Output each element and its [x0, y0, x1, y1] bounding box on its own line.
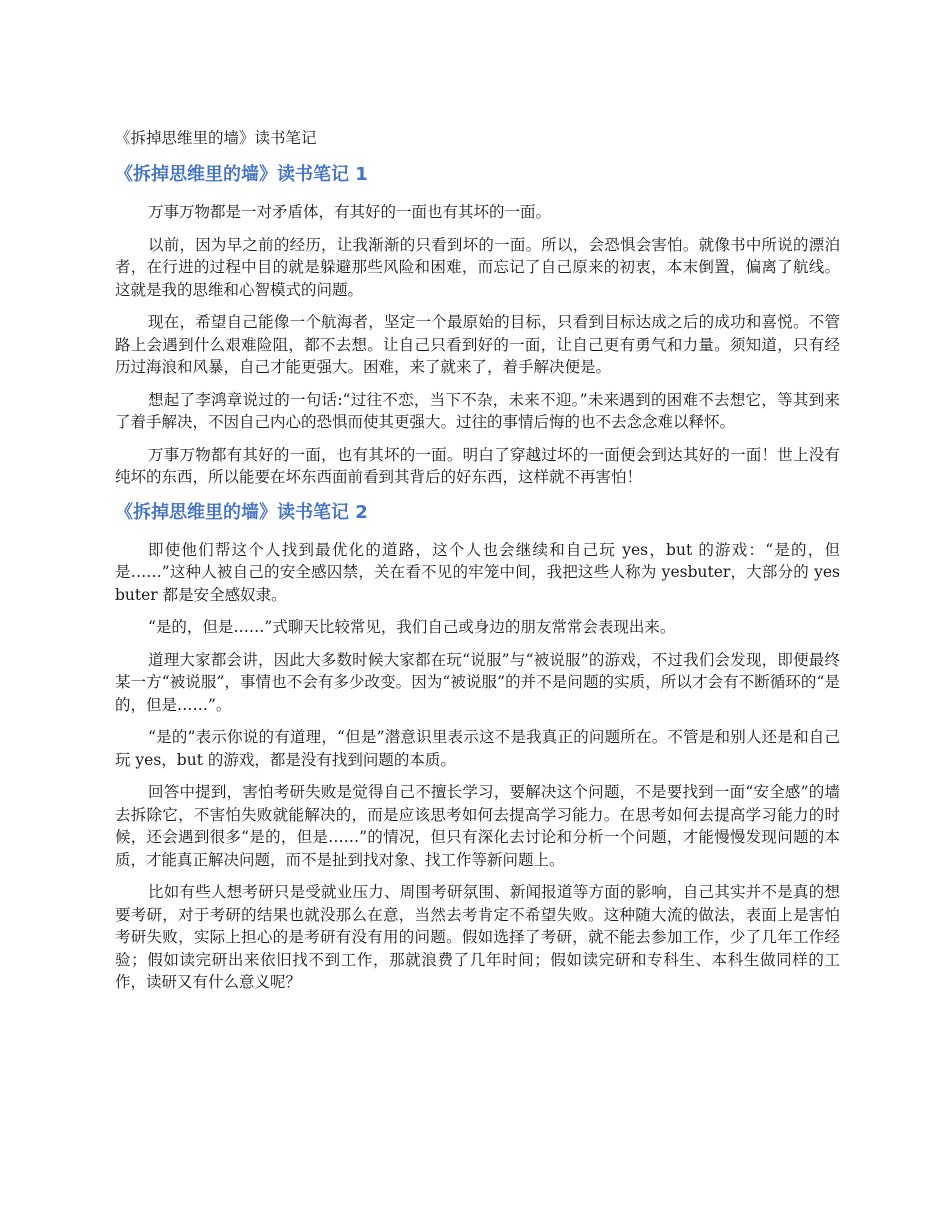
paragraph: “是的”表示你说的有道理，“但是”潜意识里表示这不是我真正的问题所在。不管是和别人还是和自己玩 yes，but 的游戏，都是没有找到问题的本质。 — [115, 728, 840, 769]
paragraph: 即使他们帮这个人找到最优化的道路，这个人也会继续和自己玩 yes，but 的游戏：“是的，但是……”这种人被自己的安全感囚禁，关在看不见的牢笼中间，我把这些人称为 yesbuter，大部分的 yesbuter 都是安全感奴隶。 — [115, 540, 840, 604]
section-heading: 《拆掉思维里的墙》读书笔记 1 — [115, 164, 368, 185]
paragraph: 以前，因为早之前的经历，让我渐渐的只看到坏的一面。所以，会恐惧会害怕。就像书中所说的漂泊者，在行进的过程中目的就是躲避那些风险和困难，而忘记了自己原来的初衷，本末倒置，偏离了航线。这就是我的思维和心智模式的问题。 — [115, 235, 840, 299]
section-1 — [115, 163, 840, 489]
paragraph: 万事万物都是一对矛盾体，有其好的一面也有其坏的一面。 — [148, 203, 552, 221]
paragraph: 万事万物都有其好的一面，也有其坏的一面。明白了穿越过坏的一面便会到达其好的一面！世上没有纯坏的东西，所以能要在坏东西面前看到其背后的好东西，这样就不再害怕！ — [115, 445, 840, 486]
paragraph: “是的，但是……”式聊天比较常见，我们自己或身边的朋友常常会表现出来。 — [148, 618, 676, 636]
paragraph: 回答中提到，害怕考研失败是觉得自己不擅长学习，要解决这个问题，不是要找到一面“安全感”的墙去拆除它，不害怕失败就能解决的，而是应该思考如何去提高学习能力。在思考如何去提高学习能力的时候，还会遇到很多“是的，但是……”的情况，但只有深化去讨论和分析一个问题，才能慢慢发现问题的本质，才能真正解决问题，而不是扯到找对象、找工作等新问题上。 — [115, 783, 840, 869]
paragraph: 想起了李鸿章说过的一句话:“过往不恋，当下不杂，未来不迎。”未来遇到的困难不去想它，等其到来了着手解决，不因自己内心的恐惧而使其更强大。过往的事情后悔的也不去念念难以释怀。 — [115, 390, 840, 431]
document-page — [115, 127, 840, 1004]
document-title: 《拆掉思维里的墙》读书笔记 — [115, 129, 317, 147]
paragraph: 道理大家都会讲，因此大多数时候大家都在玩“说服”与“被说服”的游戏，不过我们会发现，即便最终某一方“被说服”，事情也不会有多少改变。因为“被说服”的并不是问题的实质，所以才会有不断循环的“是的，但是……”。 — [115, 650, 840, 714]
section-heading: 《拆掉思维里的墙》读书笔记 2 — [115, 501, 368, 523]
paragraph: 现在，希望自己能像一个航海者，坚定一个最原始的目标，只看到目标达成之后的成功和喜悦。不管路上会遇到什么艰难险阻，都不去想。让自己只看到好的一面，让自己更有勇气和力量。须知道，只有经历过海浪和风暴，自己才能更强大。困难，来了就来了，着手解决便是。 — [115, 313, 840, 376]
section-2 — [115, 501, 840, 994]
paragraph: 比如有些人想考研只是受就业压力、周围考研氛围、新闻报道等方面的影响，自己其实并不是真的想要考研，对于考研的结果也就没那么在意，当然去考肯定不希望失败。这种随大流的做法，表面上是害怕考研失败，实际上担心的是考研有没有用的问题。假如选择了考研，就不能去参加工作，少了几年工作经验；假如读完研出来依旧找不到工作，那就浪费了几年时间；假如读完研和专科生、本科生做同样的工作，读研又有什么意义呢？ — [115, 883, 840, 991]
